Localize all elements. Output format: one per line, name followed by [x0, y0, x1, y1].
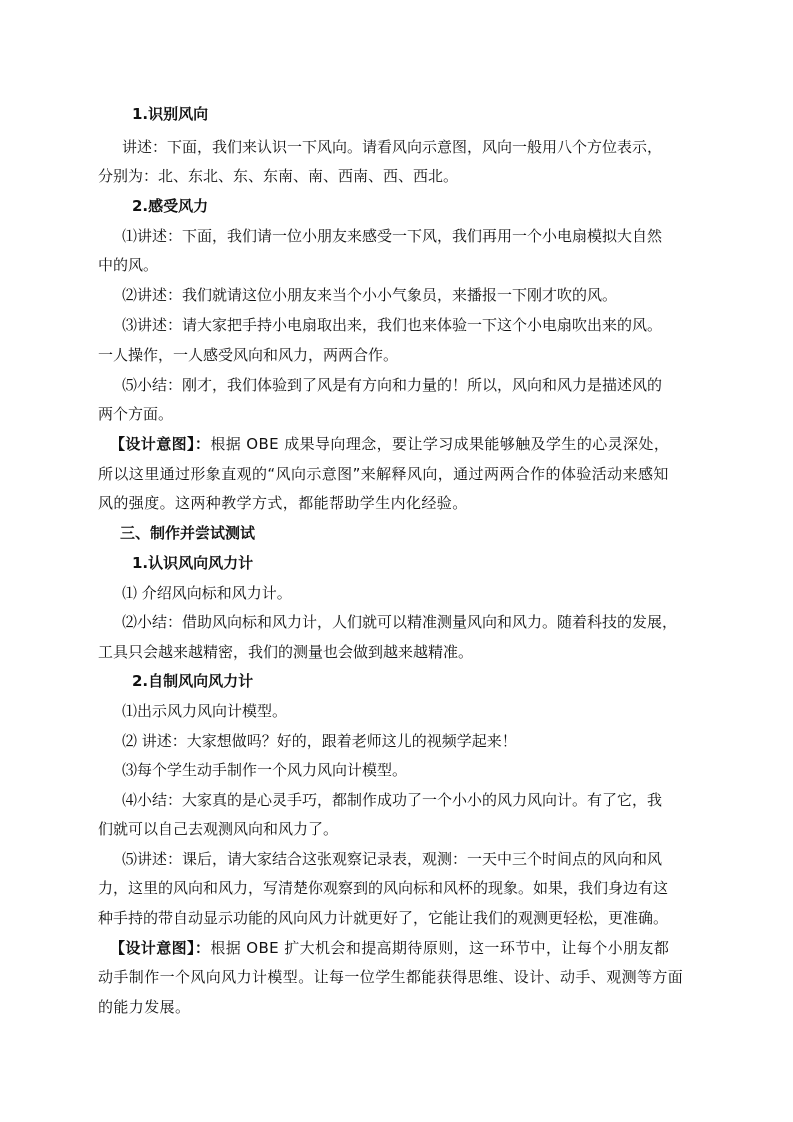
heading-make-anemometer: 2.自制风向风力计: [132, 672, 254, 690]
list-item-line: ⑵讲述：我们就请这位小朋友来当个小小气象员，来播报一下刚才吹的风。: [122, 286, 618, 304]
list-item-line: ⑴ 介绍风向标和风力计。: [122, 584, 292, 602]
list-item-line: ⑴讲述：下面，我们请一位小朋友来感受一下风，我们再用一个小电扇模拟大自然: [122, 227, 663, 245]
list-item-line: 工具只会越来越精密，我们的测量也会做到越来越精准。: [98, 643, 474, 661]
design-intent-text: 根据 OBE 扩大机会和提高期待原则，这一环节中，让每个小朋友都: [210, 939, 670, 957]
section-title-make-and-test: 三、制作并尝试测试: [120, 524, 256, 542]
list-item-line: ⑵小结：借助风向标和风力计，人们就可以精准测量风向和风力。随着科技的发展，: [122, 613, 678, 631]
design-intent-text: 根据 OBE 成果导向理念，要让学习成果能够触及学生的心灵深处，: [210, 435, 670, 453]
design-intent-line: 的能力发展。: [98, 998, 191, 1016]
heading-feel-wind-force: 2.感受风力: [132, 197, 209, 215]
list-item-line: ⑸讲述：课后，请大家结合这张观察记录表，观测：一天中三个时间点的风向和风: [122, 850, 663, 868]
list-item-line: 两个方面。: [98, 405, 174, 423]
list-item-line: ⑶讲述：请大家把手持小电扇取出来，我们也来体验一下这个小电扇吹出来的风。: [122, 316, 663, 334]
design-intent-label: 【设计意图】：: [110, 939, 211, 957]
list-item-line: ⑵ 讲述：大家想做吗？好的，跟着老师这儿的视频学起来！: [122, 732, 517, 750]
design-intent-label: 【设计意图】：: [110, 435, 211, 453]
list-item-line: 一人操作，一人感受风向和风力，两两合作。: [98, 346, 399, 364]
list-item-line: ⑴出示风力风向计模型。: [122, 702, 288, 720]
design-intent-line: [110, 938, 669, 958]
list-item-line: 中的风。: [98, 256, 159, 274]
design-intent-line: 风的强度。这两种教学方式，都能帮助学生内化经验。: [98, 494, 468, 512]
heading-know-anemometer: 1.认识风向风力计: [132, 554, 254, 572]
list-item-line: ⑷小结：大家真的是心灵手巧，都制作成功了一个小小的风力风向计。有了它，我: [122, 791, 663, 809]
list-item-line: 力，这里的风向和风力，写清楚你观察到的风向标和风杯的现象。如果，我们身边有这: [98, 879, 669, 897]
paragraph-line: 讲述：下面，我们来认识一下风向。请看风向示意图，风向一般用八个方位表示，: [122, 138, 663, 156]
list-item-line: ⑸小结：刚才，我们体验到了风是有方向和力量的！所以，风向和风力是描述风的: [122, 376, 663, 394]
list-item-line: 种手持的带自动显示功能的风向风力计就更好了，它能让我们的观测更轻松，更准确。: [98, 909, 669, 927]
list-item-line: ⑶每个学生动手制作一个风力风向计模型。: [122, 761, 408, 779]
design-intent-line: 动手制作一个风向风力计模型。让每一位学生都能获得思维、设计、动手、观测等方面: [98, 968, 684, 986]
design-intent-line: 所以这里通过形象直观的“风向示意图”来解释风向，通过两两合作的体验活动来感知: [98, 465, 669, 483]
design-intent-line: [110, 434, 669, 454]
heading-identify-wind-direction: 1.识别风向: [132, 105, 209, 123]
list-item-line: 们就可以自己去观测风向和风力了。: [98, 820, 339, 838]
paragraph-line: 分别为：北、东北、东、东南、南、西南、西、西北。: [98, 167, 459, 185]
